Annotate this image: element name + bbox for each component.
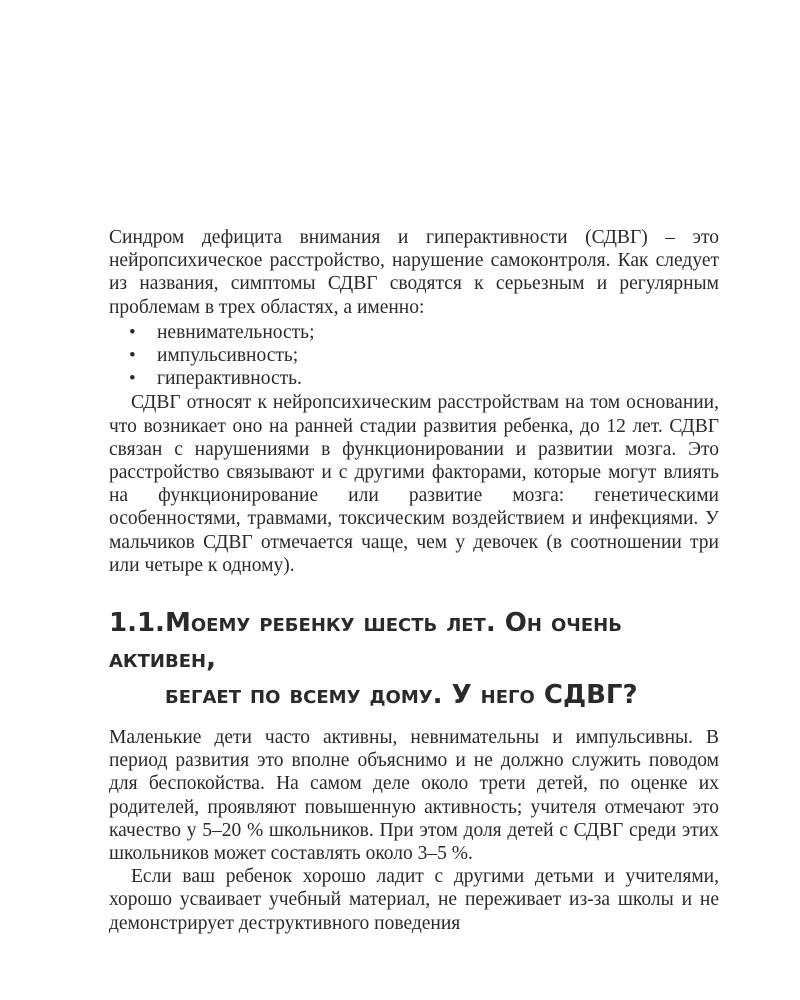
section-paragraph-1: Маленькие дети часто активны, невнимательны и импульсивны. В период развития это вполне объяснимо и не должно служить поводом для беспокойства. На самом деле около трети детей, по оценке их родителей, проявляют повышенную активность; учителя отмечают это качество у 5–20 % школьников. При этом доля детей с СДВГ среди этих школьников может составлять около 3–5 %. [109, 727, 719, 865]
intro-paragraph-1: Синдром дефицита внимания и гиперактивности (СДВГ) – это нейропсихическое расстройство, нарушение самоконтроля. Как следует из названия, симптомы СДВГ сводятся к серьезным и регулярным проблемам в трех областях, а именно: [109, 227, 719, 318]
section-title-line-2: бегает по всему дому. У него СДВГ? [165, 680, 638, 711]
section-number: 1.1. [109, 608, 165, 639]
section-title-line-1: Моему ребенку шесть лет. Он очень активен, [109, 608, 622, 675]
list-item: • невнимательность; [109, 321, 719, 344]
page-content [109, 226, 719, 935]
intro-paragraph-2: СДВГ относят к нейропсихическим расстройствам на том основании, что возникает оно на ранней стадии развития ребенка, до 12 лет. СДВГ связан с нарушениями в функционировании и развитии мозга. Это расстройство связывают и с другими факторами, которые могут влиять на функционирование или развитие мозга: генетическими особенностями, травмами, токсическим воздействием и инфекциями. У мальчиков СДВГ отмечается чаще, чем у девочек (в соотношении три или четыре к одному). [109, 392, 719, 576]
section-heading [109, 605, 719, 713]
list-item: • гиперактивность. [109, 367, 719, 390]
section-paragraph-2: Если ваш ребенок хорошо ладит с другими детьми и учителями, хорошо усваивает учебный материал, не переживает из-за школы и не демонстрирует деструктивного поведения [109, 866, 719, 934]
list-item: • импульсивность; [109, 344, 719, 367]
symptom-list [109, 321, 719, 391]
